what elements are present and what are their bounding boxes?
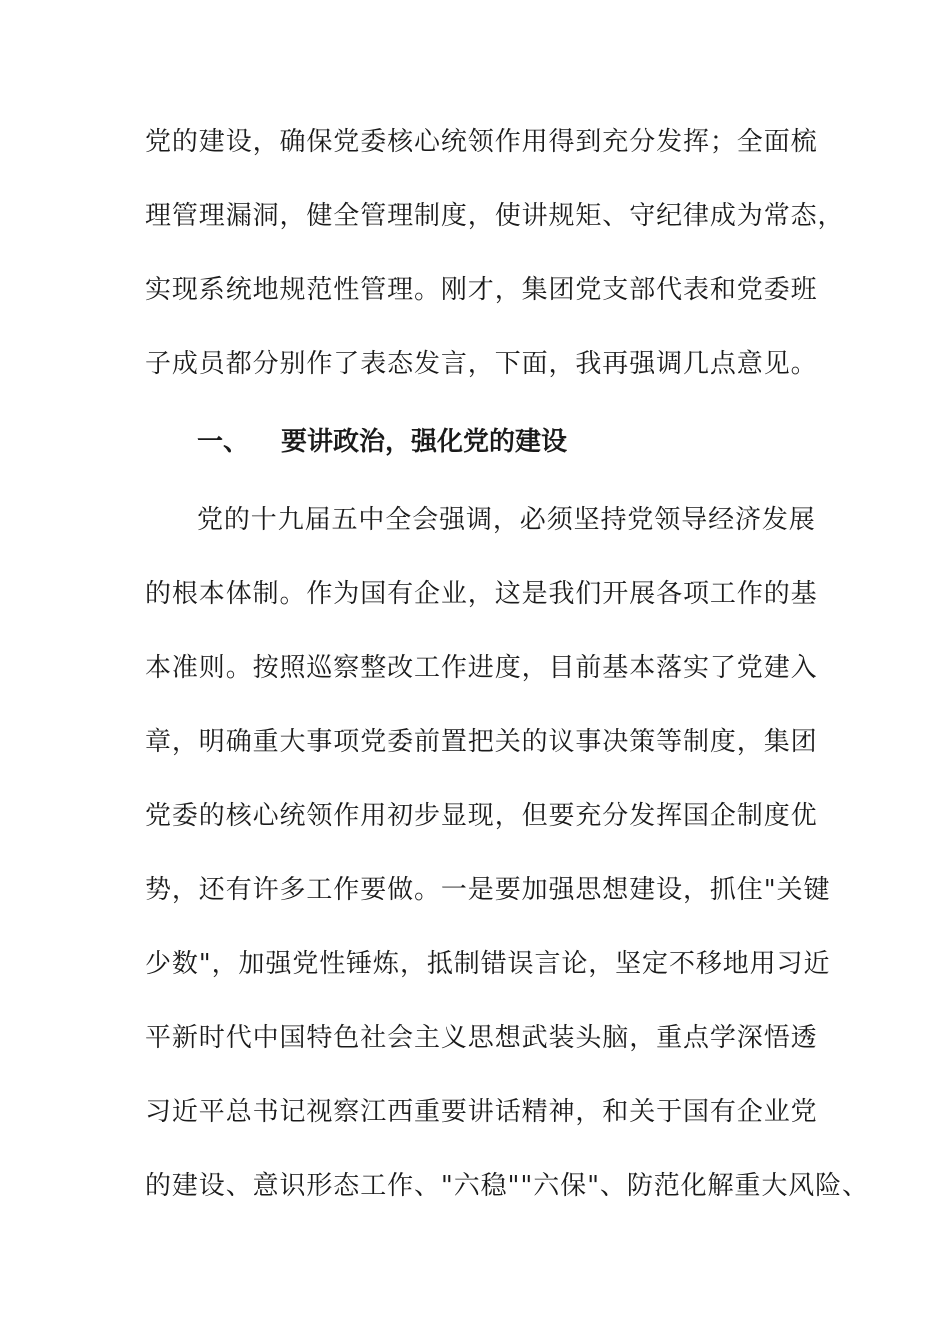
section-title: 要讲政治，强化党的建设 [281,427,568,457]
paragraph-2-line-6: 势，还有许多工作要做。一是要加强思想建设，抓住"关键 [145,875,831,905]
paragraph-2-line-1: 党的十九届五中全会强调，必须坚持党领导经济发展 [197,505,816,535]
paragraph-2-line-7: 少数"，加强党性锤炼，抵制错误言论，坚定不移地用习近 [145,949,831,979]
paragraph-2-line-3: 本准则。按照巡察整改工作进度，目前基本落实了党建入 [145,653,818,683]
paragraph-2-line-9: 习近平总书记视察江西重要讲话精神，和关于国有企业党 [145,1097,818,1127]
paragraph-2-line-5: 党委的核心统领作用初步显现，但要充分发挥国企制度优 [145,801,818,831]
paragraph-1-line-1: 党的建设，确保党委核心统领作用得到充分发挥；全面梳 [145,127,818,157]
paragraph-2-line-8: 平新时代中国特色社会主义思想武装头脑，重点学深悟透 [145,1023,818,1053]
paragraph-2-line-2: 的根本体制。作为国有企业，这是我们开展各项工作的基 [145,579,818,609]
paragraph-1-line-2: 理管理漏洞，健全管理制度，使讲规矩、守纪律成为常态， [145,201,845,231]
paragraph-1-line-4: 子成员都分别作了表态发言，下面，我再强调几点意见。 [145,349,818,379]
paragraph-2-line-4: 章，明确重大事项党委前置把关的议事决策等制度，集团 [145,727,818,757]
section-number: 一、 [197,427,250,457]
paragraph-2-line-10: 的建设、意识形态工作、"六稳""六保"、防范化解重大风险、 [145,1171,869,1201]
section-heading [197,425,567,459]
paragraph-1-line-3: 实现系统地规范性管理。刚才，集团党支部代表和党委班 [145,275,818,305]
